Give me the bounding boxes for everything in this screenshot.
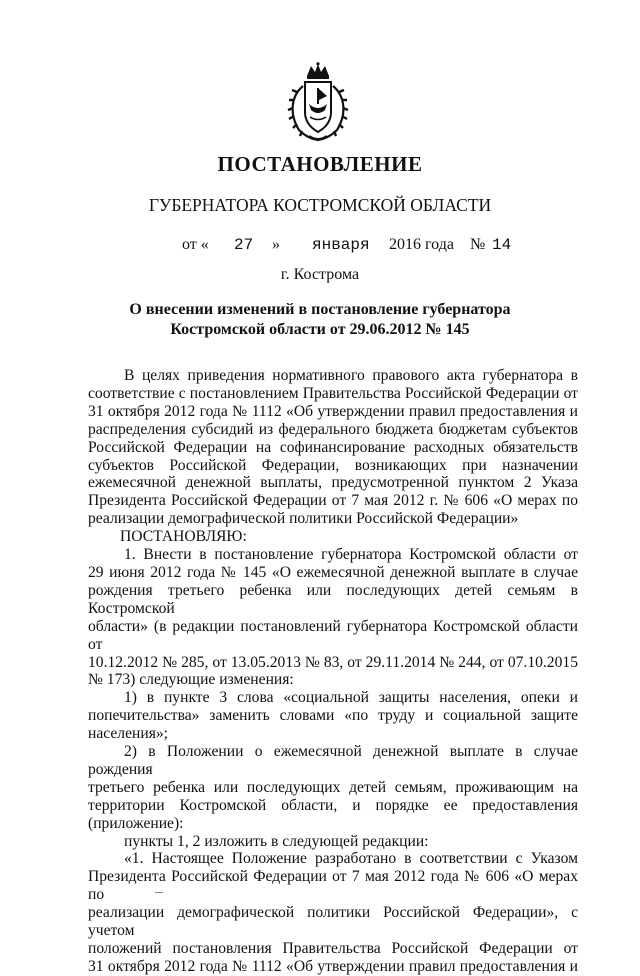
preamble-line: Президента Российской Федерации от 7 мая 2012 г. № 606 «О мерах по	[88, 492, 578, 510]
date-month: января	[312, 236, 370, 254]
quote-line: «1. Настоящее Положение разработано в соответствии с Указом	[124, 850, 578, 868]
item1-line: № 173) следующие изменения:	[88, 671, 294, 689]
decree-word: ПОСТАНОВЛЯЮ:	[120, 528, 247, 546]
number-sign: №	[470, 236, 486, 253]
issuer-subtitle: ГУБЕРНАТОРА КОСТРОМСКОЙ ОБЛАСТИ	[148, 195, 492, 215]
subitem2-line: третьего ребенка или последующих детей семьям, проживающим на	[88, 778, 578, 796]
preamble-line: ежемесячной денежной выплаты, предусмотренной пунктом 2 Указа	[88, 474, 578, 492]
item1-line: 29 июня 2012 года № 145 «О ежемесячной денежной выплате в случае	[88, 563, 578, 581]
points-intro: пункты 1, 2 изложить в следующей редакции:	[124, 832, 429, 850]
subitem1-line: населения»;	[88, 725, 168, 743]
coat-of-arms-emblem	[287, 62, 349, 144]
city-line: г. Кострома	[280, 266, 360, 283]
subitem2-line: 2) в Положении о ежемесячной денежной выплате в случае рождения	[88, 743, 578, 778]
item1-line: 1. Внести в постановление губернатора Костромской области от	[124, 546, 578, 564]
heading-line-2: Костромской области от 29.06.2012 № 145	[170, 321, 470, 338]
document-number: 14	[492, 236, 512, 254]
item1-line: 10.12.2012 № 285, от 13.05.2013 № 83, от 29.11.2014 № 244, от 07.10.2015	[88, 653, 578, 671]
quote-line: Президента Российской Федерации от 7 мая 2012 года № 606 «О мерах по	[88, 868, 578, 904]
preamble-line: субъектов Российской Федерации, возникающих при назначении	[88, 456, 578, 474]
quote-line: реализации демографической политики Российской Федерации», с учетом	[88, 904, 578, 940]
item1-line: области» (в редакции постановлений губернатора Костромской области от	[88, 617, 578, 653]
subitem1-line: попечительства» заменить словами «по труду и социальной защите	[88, 707, 578, 725]
date-year: 2016 года	[389, 236, 454, 253]
preamble-line: В целях приведения нормативного правового акта губернатора в	[124, 367, 578, 384]
item1-line: рождения третьего ребенка или последующих детей семьям в Костромской	[88, 581, 578, 617]
preamble-line: 31 октября 2012 года № 1112 «Об утверждении правил предоставления и	[88, 402, 578, 420]
subitem2-line: территории Костромской области, и порядке ее предоставления	[88, 796, 578, 814]
document-title: ПОСТАНОВЛЕНИЕ	[217, 152, 423, 176]
date-day: 27	[234, 236, 254, 254]
preamble-line: реализации демографической политики Российской Федерации»	[88, 510, 519, 528]
date-prefix: от «	[182, 236, 209, 253]
preamble-line: распределения субсидий из федерального бюджета бюджетам субъектов	[88, 420, 578, 438]
subitem2-line: (приложение):	[88, 814, 184, 832]
scan-mark	[155, 892, 163, 893]
heading-line-1: О внесении изменений в постановление губернатора	[129, 301, 511, 318]
document-heading	[0, 300, 640, 340]
preamble-line: Российской Федерации на софинансирование расходных обязательств	[88, 438, 578, 456]
date-close-quote: »	[272, 236, 280, 253]
quote-line: положений постановления Правительства Российской Федерации от	[88, 940, 578, 957]
subitem1-line: 1) в пункте 3 слова «социальной защиты населения, опеки и	[124, 689, 578, 707]
document-body	[88, 367, 578, 976]
preamble-line: соответствие с постановлением Правительства Российской Федерации от	[88, 384, 578, 402]
quote-line: 31 октября 2012 года № 1112 «Об утверждении правил предоставления и	[88, 957, 578, 975]
